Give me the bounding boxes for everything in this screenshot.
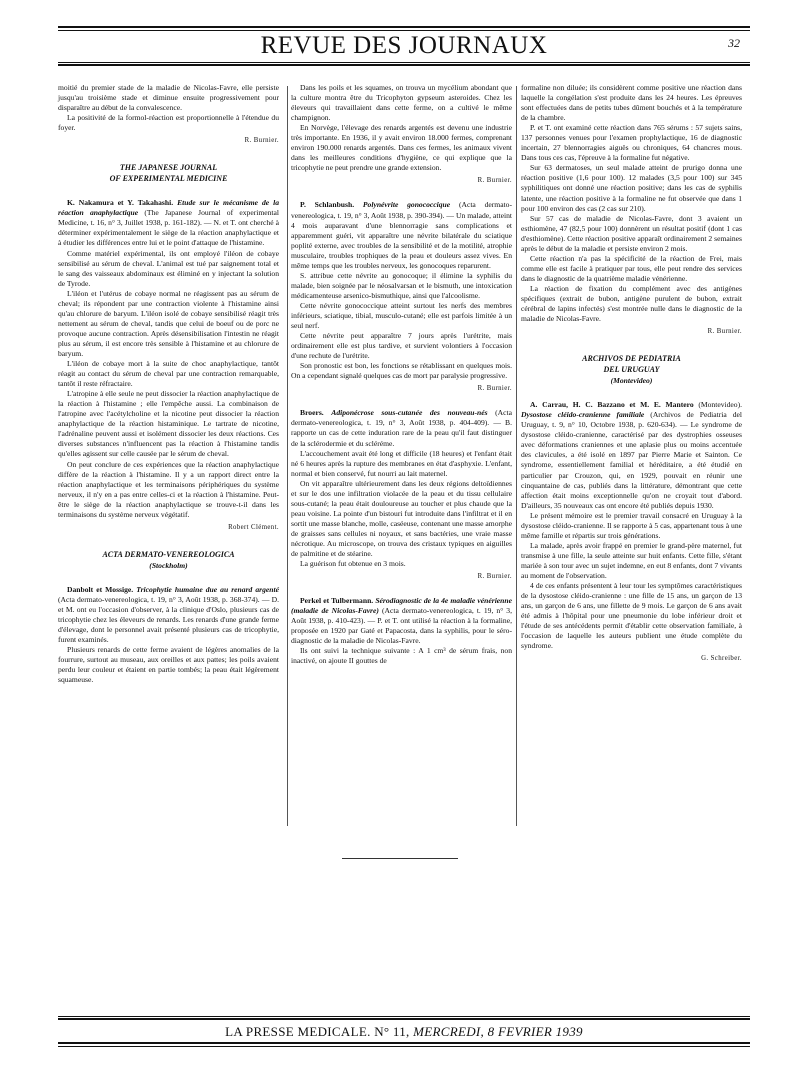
paragraph: La positivité de la formol-réaction est proportionnelle à l'étendue du foyer. — [58, 113, 279, 133]
signature: R. Burnier. — [477, 385, 512, 393]
article-reference: (Acta dermato-venereologica, t. 19, n° 3, Août 1938, p. 368-374). — D. et M. ont eu l'occasion d'observer, à la clinique d'Oslo, plusieurs cas de tricophytie chez les éleveurs de renards. Les renards d'une grande ferme d'élevage, dont le personnel avait présenté plusieurs cas de tricophytie, furent examinés. — [58, 594, 279, 645]
paragraph: On vit apparaître ultérieurement dans les deux régions deltoïdiennes et sur le dos une infiltration violacée de la peau et du tissu cellulaire sous-cutané; la peau était douloureuse au toucher et plus chaude que la peau voisine. La pointe d'un bistouri fut introduite dans l'infiltrat et il en sortit une masse blanche, molle, caséeuse, contenant une masse amorphe de graisses sans cellules ni noyaux, et sans bactéries, une vraie masse nécrotique. Au microscope, on trouva des cristaux typiques en aiguilles de palmitine et de stéarine. — [291, 478, 512, 559]
paragraph: Cette névrite peut apparaître 7 jours après l'urétrite, mais ordinairement elle est plus tardive, et survient volontiers à l'occasion d'une rechute de l'urétrite. — [291, 331, 512, 361]
article-location: (Montevideo). — [698, 400, 742, 410]
header-rule-thin — [58, 62, 750, 63]
paragraph: La réaction de fixation du complément avec des antigènes spécifiques (extrait de bubon, antigène purulent de bubon, extrait cérébral de lapins infectés) s'est montrée nulle dans le diagnostic de la maladie de Nicolas-Favre. — [521, 283, 742, 324]
paragraph: formaline non diluée; ils considèrent comme positive une réaction dans laquelle la congélation s'est produite dans les 24 heures. Les épreuves sont effectuées dans de petits tubes dûment bouchés et à la température de la chambre. — [521, 83, 742, 123]
footer-rule-thin — [58, 1016, 750, 1017]
issue-number: N° 11, — [374, 1024, 410, 1039]
masthead — [58, 32, 750, 60]
paragraph: 4 de ces enfants présentent à leur tour les symptômes caractéristiques de la dysostose cléido-cranienne : une fille de 15 ans, un garçon de 13 ans, un garçon de 6 ans, une fillette de 9 mois. Le garçon de 6 ans avait été admis à l'hôpital pour une pneumonie du lobe inférieur droit et l'étude de ses antécédents permit d'établir cette observation familiale, à l'occasion de laquelle les auteurs publient une étude complète du syndrome. — [521, 581, 742, 651]
article-entry — [58, 585, 279, 645]
column-1 — [58, 83, 279, 685]
article-title: Tricophytie humaine due au renard argenté — [136, 584, 279, 594]
paragraph: Dans les poils et les squames, on trouva un mycélium abondant que la culture montra être du Tricophyton gypseum asteroides. Chez les éleveurs qui travaillaient dans cette ferme, on a cultivé le même champignon. — [291, 83, 512, 123]
paragraph: Plusieurs renards de cette ferme avaient de légères anomalies de la fourrure, surtout au museau, aux oreilles et aux pattes; les poils avaient perdu leur couleur et étaient en partie tombés; la peau était légèrement squameuse. — [58, 645, 279, 685]
paragraph: Le présent mémoire est le premier travail consacré en Uruguay à la dysostose cléido-cranienne. Il se rapporte à 5 cas, appartenant tous à une même famille et répartis sur trois générations. — [521, 510, 742, 540]
paragraph: Cette névrite gonococcique atteint surtout les nerfs des membres inférieurs, sciatique, tibial, musculo-cutané; elle est parfois limitée à un seul nerf. — [291, 300, 512, 331]
journal-heading: ACTA DERMATO-VENEREOLOGICA (Stockholm) — [102, 549, 235, 570]
article-reference: (Archivos de Pediatria del Uruguay, t. 9, n° 10, Octobre 1938, p. 620-634). — Le syndrome de dysostose cléido-cranienne, caractérisé par des dystrophies osseuses avec déformations craniennes et une aplasie plus ou moins accentuée des clavicules, a été isolé en 1897 par Pierre Marie et Sainton. Ce syndrome, essentiellement familial et héréditaire, a été étudié en particulier par Crouzon, qui, en 1929, pouvait en réunir une cinquantaine de cas, publiés dans la littérature, démontrant que cette affection était moins exceptionnelle qu'on ne croyait tout d'abord. D'ailleurs, 35 nouveaux cas ont encore été publiés depuis 1930. — [521, 410, 743, 510]
signature: R. Burnier. — [477, 573, 512, 581]
paragraph: Son pronostic est bon, les fonctions se rétablissant en quelques mois. On a cependant signalé quelques cas de mort par paralysie progressive. — [291, 361, 512, 381]
journal-heading: THE JAPANESE JOURNAL OF EXPERIMENTAL MEDICINE — [109, 163, 228, 184]
article-authors: Perkel et Tulbermann. — [300, 596, 374, 606]
journal-heading: ARCHIVOS DE PEDIATRIA DEL URUGUAY (Montevideo) — [582, 354, 681, 386]
signature: R. Burnier. — [477, 177, 512, 185]
article-title: Etude sur le mécanisme de la réaction anaphylactique — [58, 198, 279, 218]
article-authors: P. Schlanbush. — [300, 200, 355, 210]
page-title: REVUE DES JOURNAUX — [260, 32, 548, 59]
footer-rule-bottom-thick — [58, 1042, 750, 1044]
paragraph: En Norvège, l'élevage des renards argentés est devenu une industrie très importante. En 1936, il y avait environ 18.000 fermes, comprenant environ 190.000 renards argentés. Dans ces fermes, les animaux vivent dans les meilleures conditions d'hygiène, ce qui explique que la tricophytie ne peut prendre une grande extension. — [291, 123, 512, 173]
paragraph: La malade, après avoir frappé en premier le grand-père maternel, fut transmise à une fille, la seule atteinte sur huit enfants. Cette fille, s'étant mariée à son tour avec un sujet indemne, en eut 8 enfants, dont 7 vivants au moment de l'observation. — [521, 540, 742, 580]
article-entry — [291, 200, 512, 270]
paragraph: Sur 63 dermatoses, un seul malade atteint de prurigo donna une réaction positive (1,6 pour 100). 12 malades (3,5 pour 100) sur 345 syphilitiques ont donné une réaction positive; dans les cas de syphilis latente, une réaction positive à la formaline ne fut observée que dans 1 pour 100 environ des cas (2 cas sur 210). — [521, 163, 742, 213]
article-authors: Broers. — [300, 408, 324, 418]
publication-name: LA PRESSE MEDICALE. — [225, 1024, 371, 1039]
page-number: 32 — [728, 36, 740, 50]
signature: Robert Clément. — [228, 523, 279, 531]
section-end-rule — [342, 858, 458, 859]
paragraph: Cette réaction n'a pas la spécificité de la réaction de Frei, mais comme elle est facile à pratiquer par tous, elle peut rendre des services dans le diagnostic de la quatrième maladie vénérienne. — [521, 253, 742, 283]
article-entry — [291, 408, 512, 448]
footer-rule-thick — [58, 1018, 750, 1020]
paragraph: Sur 57 cas de maladie de Nicolas-Favre, dont 3 avaient un esthiomène, 47 (82,5 pour 100) donnèrent un résultat positif (dont 1 cas d'esthiomène). Cette réaction positive apparaît ordinairement 2 semaines après le début de la maladie et persiste environ 2 mois. — [521, 213, 742, 253]
paragraph: moitié du premier stade de la maladie de Nicolas-Favre, elle persiste jusqu'au troisième stade et diminue ensuite progressivement pour disparaître au début de la convalescence. — [58, 83, 279, 113]
column-3 — [521, 83, 742, 670]
issue-date: 8 FEVRIER 1939 — [487, 1024, 583, 1039]
column-2 — [291, 83, 512, 666]
article-reference: (The Japanese Journal of experimental Medicine, t. 16, n° 3, Juillet 1938, p. 161-182). — N. et T. ont cherché à déterminer expérimentalement le siège de la réaction anaphylactique et à étudier les différences entre lui et le point d'attaque de l'histamine. — [58, 208, 280, 248]
article-authors: A. Carrau, H. C. Bazzano et M. E. Mantero — [530, 400, 694, 410]
header-rule-thick — [58, 64, 750, 66]
article-entry — [521, 400, 742, 511]
article-entry — [291, 596, 512, 646]
paragraph: La guérison fut obtenue en 3 mois. — [300, 559, 406, 569]
paragraph: L'iléon et l'utérus de cobaye normal ne réagissent pas au sérum de cheval; ils répondent par une contraction violente à l'histamine ainsi qu'au chlorure de baryum. L'iléon isolé de cobaye sensibilisé réagit très nettement au sérum de cheval, tandis que celui de boeuf ou de porc ne provoque aucune contraction. Après désensibilisation l'intestin ne réagit plus au sérum, il est encore très sensible à l'histamine et au chlorure de baryum. — [58, 288, 279, 358]
article-authors: Danbolt et Mossige. — [67, 584, 134, 594]
signature: R. Burnier. — [244, 137, 279, 145]
paragraph: L'atropine à elle seule ne peut dissocier la réaction anaphylactique de la réaction à l'histamine ; elle l'empêche aussi. La combinaison de l'atropine avec l'acétylcholine et la nicotine peut dissocier la réaction anaphylactique de la réaction histaminique. Le tartrate de nicotine, l'adrénaline peuvent aussi et isolément dissocier les deux réactions. Ces diverses substances n'influencent pas la réaction à l'histamine tandis qu'elles agissent sur celle causée par le sérum de cheval. — [58, 389, 279, 459]
article-reference: (Acta dermato-venereologica, t. 19, n° 3, Août 1938, p. 404-409). — B. rapporte un cas de cette induration rare de la peau qu'il faut distinguer de la sclérodermie et du scléréme. — [291, 408, 513, 448]
paragraph: L'iléon de cobaye mort à la suite de choc anaphylactique, tantôt réagit au contact du sérum de cheval par une contraction remarquable, tantôt il reste réfractaire. — [58, 359, 279, 389]
top-rule-thin — [58, 30, 750, 31]
article-title: Sérodiagnostic de la 4e maladie vénérienne (maladie de Nicolas-Favre) — [291, 596, 512, 616]
paragraph: On peut conclure de ces expériences que la réaction anaphylactique diffère de la réaction à l'histamine. Il y a un rapport direct entre la réaction anaphylactique et les terminaisons périphériques du système nerveux, il n'y en a pas entre celles-ci et la réaction à l'histamine. Peut-être le siège de la réaction anaphylactique se trouve-t-il dans les terminaisons du système nerveux végétatif. — [58, 459, 279, 519]
issue-day: MERCREDI, — [413, 1024, 485, 1039]
paragraph: L'accouchement avait été long et difficile (18 heures) et l'enfant était né 6 heures après la rupture des membranes en état d'asphyxie. L'enfant, normal et bien conservé, fut nourri au lait maternel. — [291, 448, 512, 478]
paragraph: Ils ont suivi la technique suivante : A 1 cm³ de sérum frais, non inactivé, on ajoute II gouttes de — [291, 646, 512, 666]
article-authors: K. Nakamura et Y. Takahashi. — [67, 198, 174, 208]
article-entry — [58, 198, 279, 248]
column-divider-1 — [287, 86, 288, 826]
article-reference: (Acta dermato-venereologica, t. 19, n° 3, Août 1938, p. 410-423). — P. et T. ont utilisé la réaction à la formaline, proposée en 1920 par Gaté et Papacosta, dans la syphilis, pour le séro-diagnostic de la maladie de Nicolas-Favre. — [291, 606, 512, 646]
signature: G. Schreiber. — [701, 655, 742, 663]
signature: R. Burnier. — [707, 328, 742, 336]
paragraph: P. et T. ont examiné cette réaction dans 765 sérums : 57 sujets sains, 137 personnes venues pour l'examen prophylactique, 16 de diagnostic incertain, 27 blennorragies aiguës ou chroniques, 64 chancres mous. Dans tous ces cas, l'épreuve à la formaline fut négative. — [521, 123, 742, 163]
article-title: Dysostose cléido-cranienne familiale — [521, 410, 645, 420]
column-divider-2 — [516, 86, 517, 826]
article-reference: (Acta dermato-venereologica, t. 19, n° 3, Août 1938, p. 390-394). — Un malade, atteint 4 mois auparavant d'une blennorragie sans complications et apparemment guéri, vit apparaître une névrite bilatérale du sciatique poplité externe, avec troubles de la sensibilité et de la motilité, atrophie musculaire, troubles trophiques de la peau et douleurs assez vives. En même temps que les troubles nerveux, les gonocoques reparurent. — [291, 200, 512, 270]
publication-footer — [58, 1024, 750, 1040]
article-title: Adiponécrose sous-cutanée des nouveau-nés — [331, 408, 488, 418]
paragraph: S. attribue cette névrite au gonocoque; il élimine la syphilis du malade, bien soignée par le néosalvarsan et le bismuth, une intoxication médicamenteuse arsenico-bismuthique, ainsi que l'alcoolisme. — [291, 270, 512, 300]
footer-rule-bottom-thin — [58, 1046, 750, 1047]
top-rule-thick — [58, 26, 750, 28]
article-title: Polynévrite gonococcique — [362, 200, 451, 210]
paragraph: Comme matériel expérimental, ils ont employé l'iléon de cobaye sensibilisé au sérum de cheval. L'animal est tué par saignement total et le sang des vaisseaux abdominaux est éliminé en y injectant la solution de Tyrode. — [58, 248, 279, 288]
